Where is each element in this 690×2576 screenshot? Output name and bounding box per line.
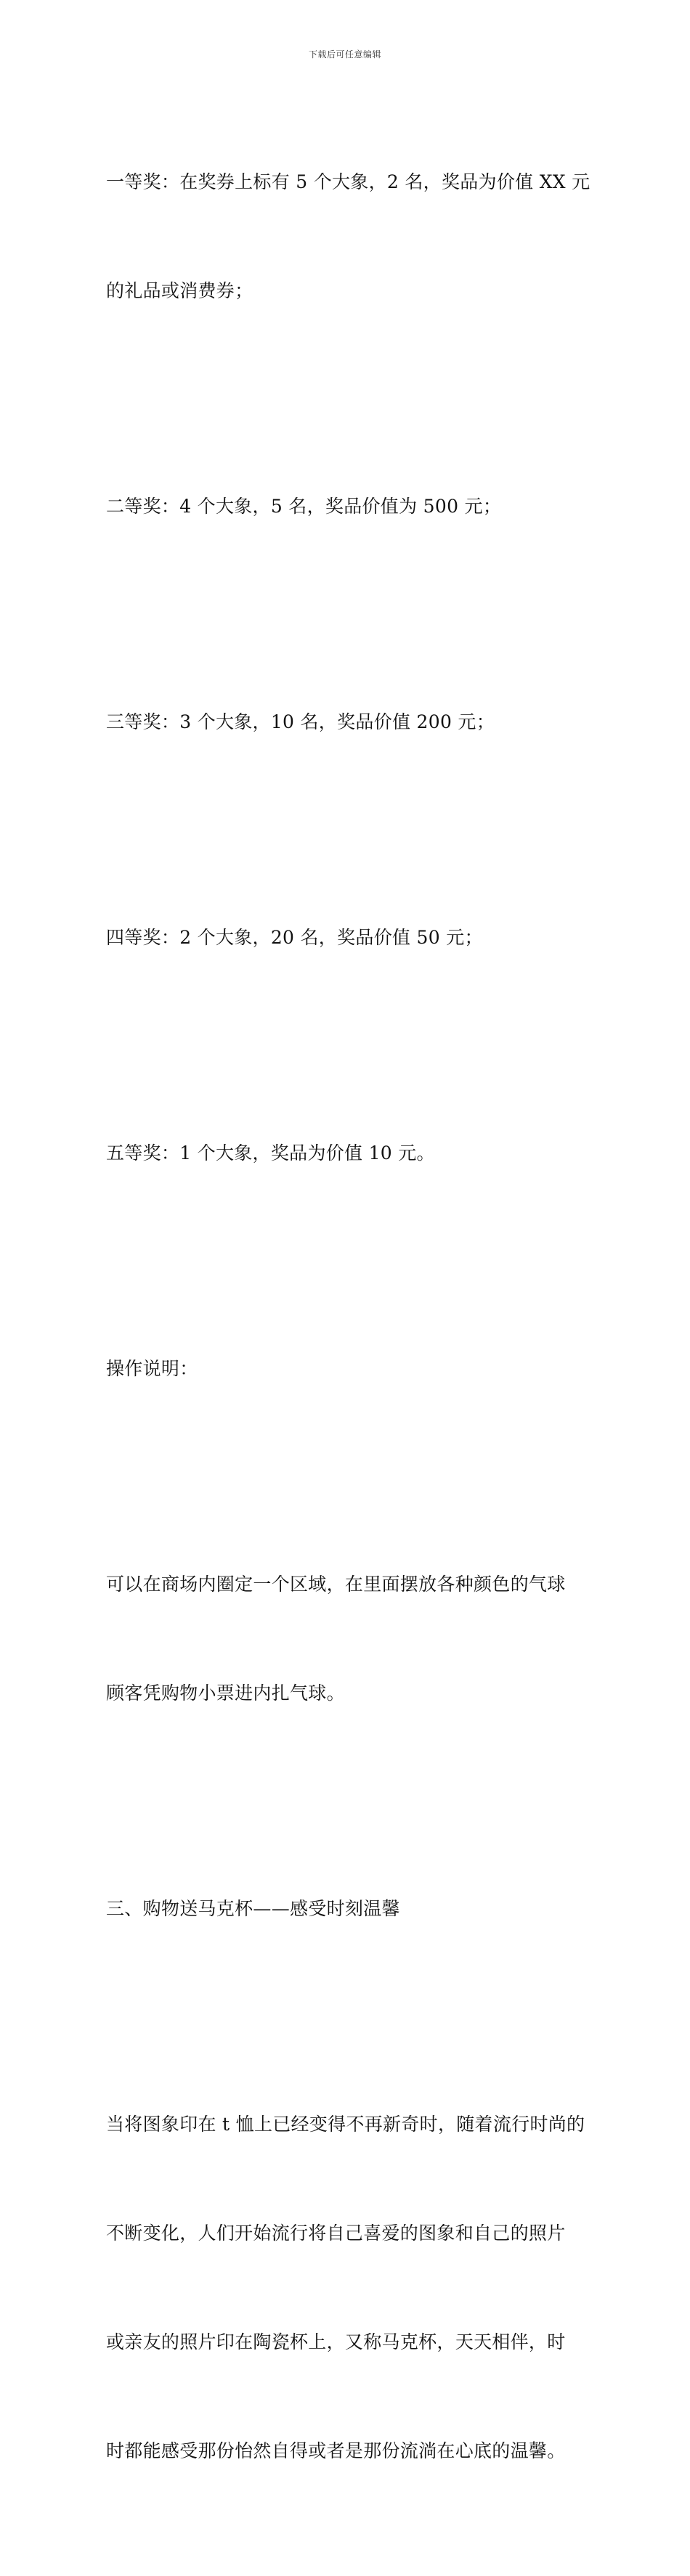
document-body (106, 91, 593, 2576)
paragraph-mug-description (106, 2034, 593, 2542)
paragraph-second-prize (106, 416, 593, 597)
text-line: 可以在商场内圈定一个区域，在里面摆放各种颜色的气球 (106, 1574, 566, 1595)
paragraph-fourth-prize (106, 847, 593, 1029)
paragraph-first-prize (106, 91, 593, 382)
paragraph-operation-heading (106, 1278, 593, 1460)
paragraph-fifth-prize (106, 1063, 593, 1244)
text-line: 时都能感受那份怡然自得或者是那份流淌在心底的温馨。 (106, 2440, 566, 2461)
text-line: 顾客凭购物小票进内扎气球。 (106, 1682, 345, 1704)
text-line: 二等奖：4 个大象，5 名，奖品价值为 500 元； (106, 496, 502, 517)
text-line: 五等奖：1 个大象，奖品为价值 10 元。 (106, 1142, 435, 1164)
text-line: 当将图象印在 t 恤上已经变得不再新奇时，随着流行时尚的 (106, 2114, 585, 2135)
paragraph-operation-detail (106, 1494, 593, 1784)
text-line: 三等奖：3 个大象，10 名，奖品价值 200 元； (106, 711, 495, 732)
page-header: 下载后可任意编辑 (308, 49, 381, 60)
section-heading-mug (106, 1818, 593, 2000)
text-line: 或亲友的照片印在陶瓷杯上，又称马克杯，天天相伴，时 (106, 2331, 566, 2352)
text-line: 操作说明： (106, 1358, 198, 1379)
text-line: 三、购物送马克杯——感受时刻温馨 (106, 1898, 400, 1919)
text-line: 一等奖：在奖券上标有 5 个大象，2 名，奖品为价值 XX 元 (106, 171, 590, 192)
paragraph-third-prize (106, 631, 593, 813)
text-line: 不断变化，人们开始流行将自己喜爱的图象和自己的照片 (106, 2223, 566, 2244)
text-line: 四等奖：2 个大象，20 名，奖品价值 50 元； (106, 927, 483, 948)
text-line: 的礼品或消费券； (106, 280, 253, 301)
